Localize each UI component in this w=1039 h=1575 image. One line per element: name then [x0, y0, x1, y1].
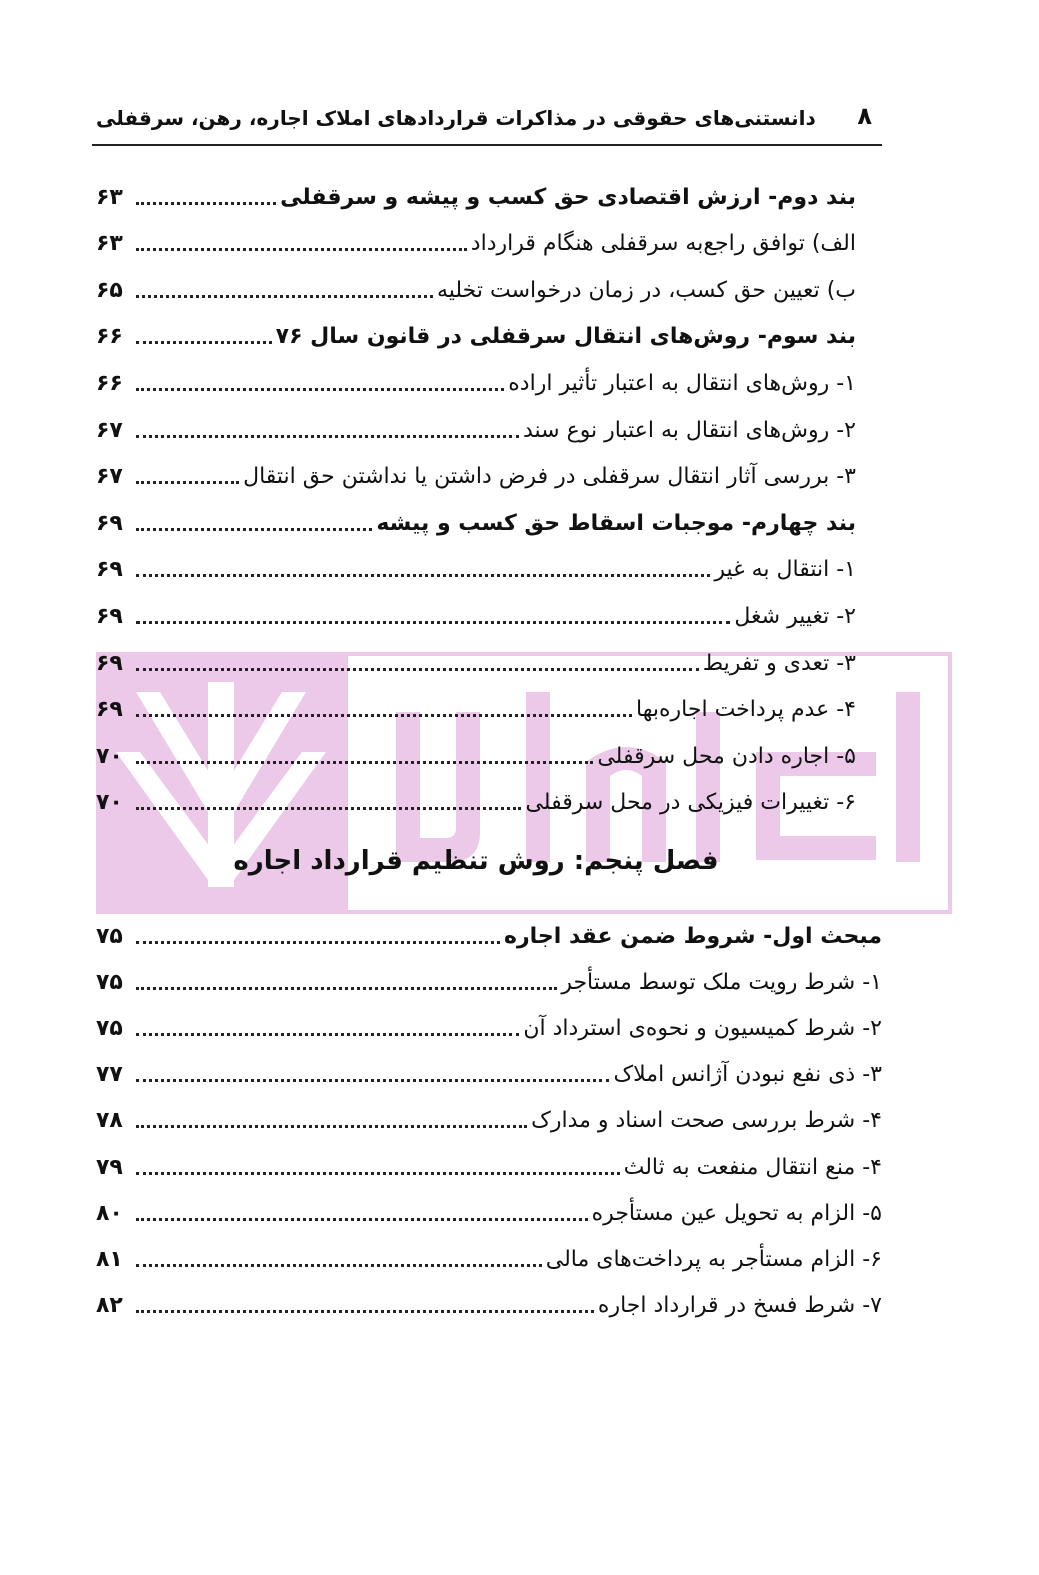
toc-list-part2: [96, 908, 882, 1323]
toc-entry-page: ۶۹: [96, 650, 123, 676]
toc-entry: [96, 168, 856, 215]
toc-entry-page: ۷۹: [96, 1154, 123, 1180]
toc-entry: [96, 1000, 882, 1046]
toc-entry-text: ۵- اجاره دادن محل سرقفلی: [597, 743, 856, 769]
toc-entry: [96, 308, 856, 355]
toc-entry-page: ۸۲: [96, 1292, 123, 1318]
toc-entry: [96, 727, 856, 774]
leader-dots: [136, 1125, 527, 1128]
leader-dots: [136, 1033, 519, 1036]
toc-entry-text: ۵- الزام به تحویل عین مستأجره: [591, 1200, 882, 1226]
leader-dots: [136, 1218, 588, 1221]
toc-entry-text: بند دوم- ارزش اقتصادی حق کسب و پیشه و سرقفلی: [280, 184, 856, 210]
toc-entry-page: ۷۸: [96, 1108, 123, 1134]
page-header: [92, 96, 882, 146]
leader-dots: [136, 574, 710, 577]
page-number: ۸: [857, 102, 872, 130]
toc-entry-page: ۶۳: [96, 231, 123, 257]
toc-list-part1: [96, 168, 856, 820]
toc-entry-page: ۶۷: [96, 417, 123, 443]
toc-entry: [96, 541, 856, 588]
toc-entry-text: ۴- شرط بررسی صحت اسناد و مدارک: [531, 1108, 882, 1134]
leader-dots: [136, 388, 504, 391]
toc-entry: [96, 908, 882, 954]
toc-entry-text: ۲- روش‌های انتقال به اعتبار نوع سند: [522, 417, 856, 443]
toc-entry-page: ۶۹: [96, 697, 123, 723]
leader-dots: [136, 481, 239, 484]
toc-entry-page: ۸۰: [96, 1200, 123, 1226]
toc-entry-page: ۶۶: [96, 370, 123, 396]
leader-dots: [136, 202, 276, 205]
toc-entry: [96, 1046, 882, 1092]
toc-entry-page: ۶۹: [96, 557, 123, 583]
toc-entry: [96, 681, 856, 728]
leader-dots: [136, 668, 699, 671]
leader-dots: [136, 761, 593, 764]
toc-entry-text: ۲- تغییر شغل: [734, 603, 856, 629]
toc-entry: [96, 448, 856, 495]
toc-entry-text: ۴- منع انتقال منفعت به ثالث: [623, 1154, 882, 1180]
toc-entry-page: ۷۵: [96, 924, 123, 950]
toc-entry-text: ۶- تغییرات فیزیکی در محل سرقفلی: [525, 790, 856, 816]
toc-entry: [96, 401, 856, 448]
toc-entry-text: ۳- تعدی و تفریط: [702, 650, 856, 676]
toc-entry: [96, 954, 882, 1000]
leader-dots: [136, 714, 632, 717]
leader-dots: [136, 1264, 542, 1267]
toc-entry-text: ۳- ذی نفع نبودن آژانس املاک: [613, 1062, 882, 1088]
toc-entry-text: بند سوم- روش‌های انتقال سرقفلی در قانون سال ۷۶: [275, 324, 856, 350]
toc-entry-text: ۳- بررسی آثار انتقال سرقفلی در فرض داشتن یا نداشتن حق انتقال: [243, 464, 856, 490]
leader-dots: [136, 295, 433, 298]
toc-entry-page: ۷۵: [96, 970, 123, 996]
toc-entry-page: ۶۵: [96, 277, 123, 303]
toc-entry-text: ۲- شرط کمیسیون و نحوه‌ی استرداد آن: [523, 1016, 882, 1042]
section-title: فصل پنجم: روش تنظیم قرارداد اجاره: [233, 846, 719, 876]
leader-dots: [136, 435, 519, 438]
toc-entry: [96, 1092, 882, 1138]
toc-entry-text: ۴- عدم پرداخت اجاره‌بها: [636, 697, 856, 723]
leader-dots: [136, 341, 272, 344]
toc-entry-text: مبحث اول- شروط ضمن عقد اجاره: [503, 924, 882, 950]
leader-dots: [136, 1172, 620, 1175]
toc-entry-page: ۶۷: [96, 464, 123, 490]
leader-dots: [136, 528, 372, 531]
leader-dots: [136, 807, 521, 810]
running-title: دانستنی‌های حقوقی در مذاکرات قراردادهای املاک اجاره، رهن، سرقفلی: [96, 106, 816, 130]
toc-entry-text: ۷- شرط فسخ در قرارداد اجاره: [597, 1292, 882, 1318]
toc-entry-page: ۷۷: [96, 1062, 123, 1088]
leader-dots: [136, 1079, 609, 1082]
toc-entry-page: ۸۱: [96, 1246, 123, 1272]
toc-entry: [96, 1277, 882, 1323]
toc-entry-text: ب) تعیین حق کسب، در زمان درخواست تخلیه: [436, 277, 856, 303]
toc-entry-page: ۶۹: [96, 603, 123, 629]
toc-entry: [96, 634, 856, 681]
toc-entry: [96, 774, 856, 821]
toc-entry-page: ۶۳: [96, 184, 123, 210]
toc-entry-page: ۷۵: [96, 1016, 123, 1042]
toc-entry-page: ۷۰: [96, 790, 123, 816]
leader-dots: [136, 248, 467, 251]
toc-entry-page: ۶۹: [96, 510, 123, 536]
toc-entry: [96, 261, 856, 308]
leader-dots: [136, 1310, 594, 1313]
toc-entry: [96, 587, 856, 634]
toc-entry: [96, 1185, 882, 1231]
toc-entry: [96, 494, 856, 541]
toc-entry-text: ۱- روش‌های انتقال به اعتبار تأثیر اراده: [508, 370, 856, 396]
toc-entry-text: ۱- انتقال به غیر: [714, 557, 856, 583]
toc-entry: [96, 354, 856, 401]
toc-entry-text: الف) توافق راجع‌به سرقفلی هنگام قرارداد: [470, 231, 856, 257]
toc-entry-text: ۶- الزام مستأجر به پرداخت‌های مالی: [545, 1246, 882, 1272]
leader-dots: [136, 941, 500, 944]
leader-dots: [136, 987, 557, 990]
toc-entry: [96, 1138, 882, 1184]
toc-entry: [96, 215, 856, 262]
toc-entry-page: ۷۰: [96, 743, 123, 769]
toc-entry: [96, 1231, 882, 1277]
toc-entry-text: بند چهارم- موجبات اسقاط حق کسب و پیشه: [376, 510, 856, 536]
leader-dots: [136, 621, 730, 624]
toc-entry-text: ۱- شرط رویت ملک توسط مستأجر: [561, 970, 882, 996]
toc-entry-page: ۶۶: [96, 324, 123, 350]
